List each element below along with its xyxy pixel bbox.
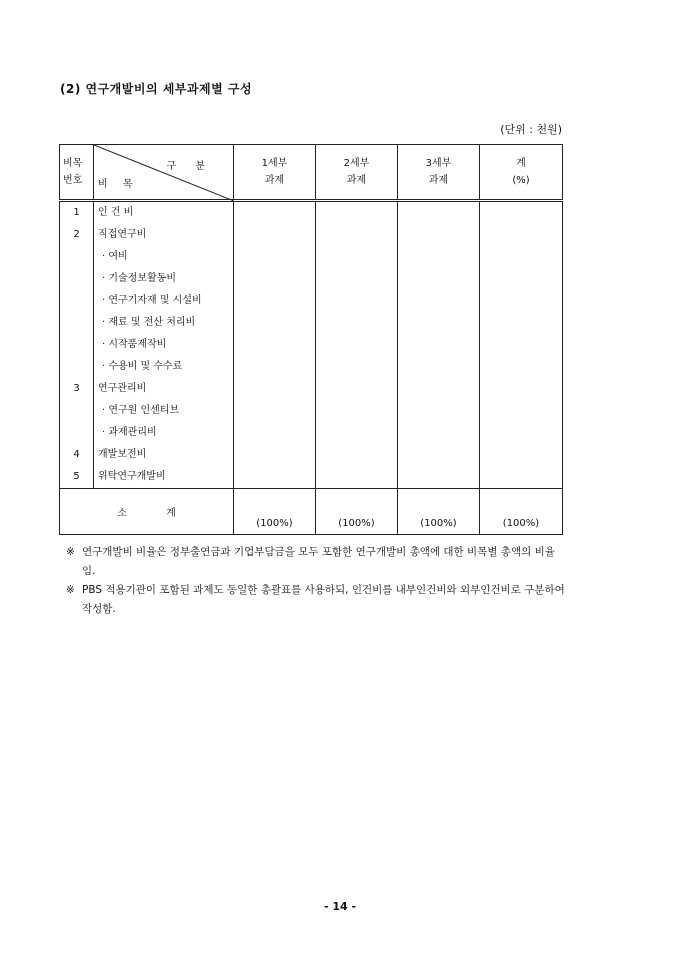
table-body-row: [60, 201, 563, 489]
row-number: [60, 246, 93, 268]
header-col-1: [234, 145, 316, 201]
header-col-1-line1: 1세부: [261, 158, 288, 169]
row-number: 3: [73, 383, 80, 394]
subtotal-col-total: (100%): [480, 489, 563, 535]
item-column: [94, 201, 234, 489]
row-item: · 수용비 및 수수료: [102, 361, 183, 372]
row-item: 개발보전비: [98, 449, 147, 460]
subtotal-label: 소 계: [60, 489, 234, 535]
header-col-3: [398, 145, 480, 201]
header-number-label: 번호: [63, 175, 83, 186]
header-col-total-line2: (%): [512, 175, 530, 186]
notes: [66, 543, 566, 619]
row-item: · 연구원 인센티브: [102, 405, 180, 416]
header-col-3-line2: 과제: [428, 175, 449, 186]
row-number: [60, 312, 93, 334]
col-1-values: [234, 201, 316, 489]
row-item: · 여비: [102, 251, 128, 262]
diagonal-line: [94, 145, 234, 201]
row-number: 2: [73, 229, 80, 240]
note-item: [66, 543, 566, 581]
col-total-values: [480, 201, 563, 489]
row-number: 1: [73, 207, 80, 218]
row-number: 5: [73, 471, 80, 482]
row-item: 직접연구비: [98, 229, 147, 240]
header-col-2-line1: 2세부: [343, 158, 370, 169]
row-number: 4: [73, 449, 80, 460]
subtotal-row: [60, 489, 563, 535]
row-number: [60, 422, 93, 444]
row-item: · 과제관리비: [102, 427, 157, 438]
subtotal-col-1: (100%): [234, 489, 316, 535]
note-mark: ※: [66, 546, 75, 558]
note-mark: ※: [66, 584, 75, 596]
header-col-2-line2: 과제: [346, 175, 367, 186]
header-gubun: 구 분: [166, 161, 213, 172]
header-bimok: 비 목: [98, 179, 139, 190]
subtotal-col-2: (100%): [316, 489, 398, 535]
row-number: [60, 290, 93, 312]
row-number: [60, 400, 93, 422]
row-item: · 시작품제작비: [102, 339, 167, 350]
row-number: [60, 334, 93, 356]
header-col-3-line1: 3세부: [425, 158, 452, 169]
row-item: · 연구기자재 및 시설비: [102, 295, 202, 306]
row-item: 위탁연구개발비: [98, 471, 166, 482]
col-3-values: [398, 201, 480, 489]
row-number: [60, 356, 93, 378]
subtotal-col-3: (100%): [398, 489, 480, 535]
note-text: 연구개발비 비율은 정부출연금과 기업부담금을 모두 포함한 연구개발비 총액에 대한 비목별 총액의 비율임.: [82, 546, 555, 577]
section-title: (2) 연구개발비의 세부과제별 구성: [60, 82, 253, 96]
col-2-values: [316, 201, 398, 489]
row-item: · 재료 및 전산 처리비: [102, 317, 196, 328]
row-number: [60, 268, 93, 290]
header-col-total-line1: 계: [516, 158, 526, 169]
number-column: [60, 201, 94, 489]
row-item: 인 건 비: [98, 207, 134, 218]
header-col-2: [316, 145, 398, 201]
unit-label: (단위 : 천원): [500, 123, 562, 136]
page-number: - 14 -: [323, 900, 357, 913]
row-item: · 기술정보활동비: [102, 273, 176, 284]
table-header-row: [60, 145, 563, 201]
note-item: [66, 581, 566, 619]
header-diagonal-cell: [94, 145, 234, 201]
header-col-total: [480, 145, 563, 201]
header-col-1-line2: 과제: [264, 175, 285, 186]
header-category-number: [60, 145, 94, 201]
note-text: PBS 적용기관이 포함된 과제도 동일한 총괄표를 사용하되, 인건비를 내부인건비와 외부인건비로 구분하여 작성함.: [82, 584, 565, 615]
budget-table: [59, 144, 563, 535]
row-item: 연구관리비: [98, 383, 147, 394]
header-category-label: 비목: [63, 158, 83, 169]
